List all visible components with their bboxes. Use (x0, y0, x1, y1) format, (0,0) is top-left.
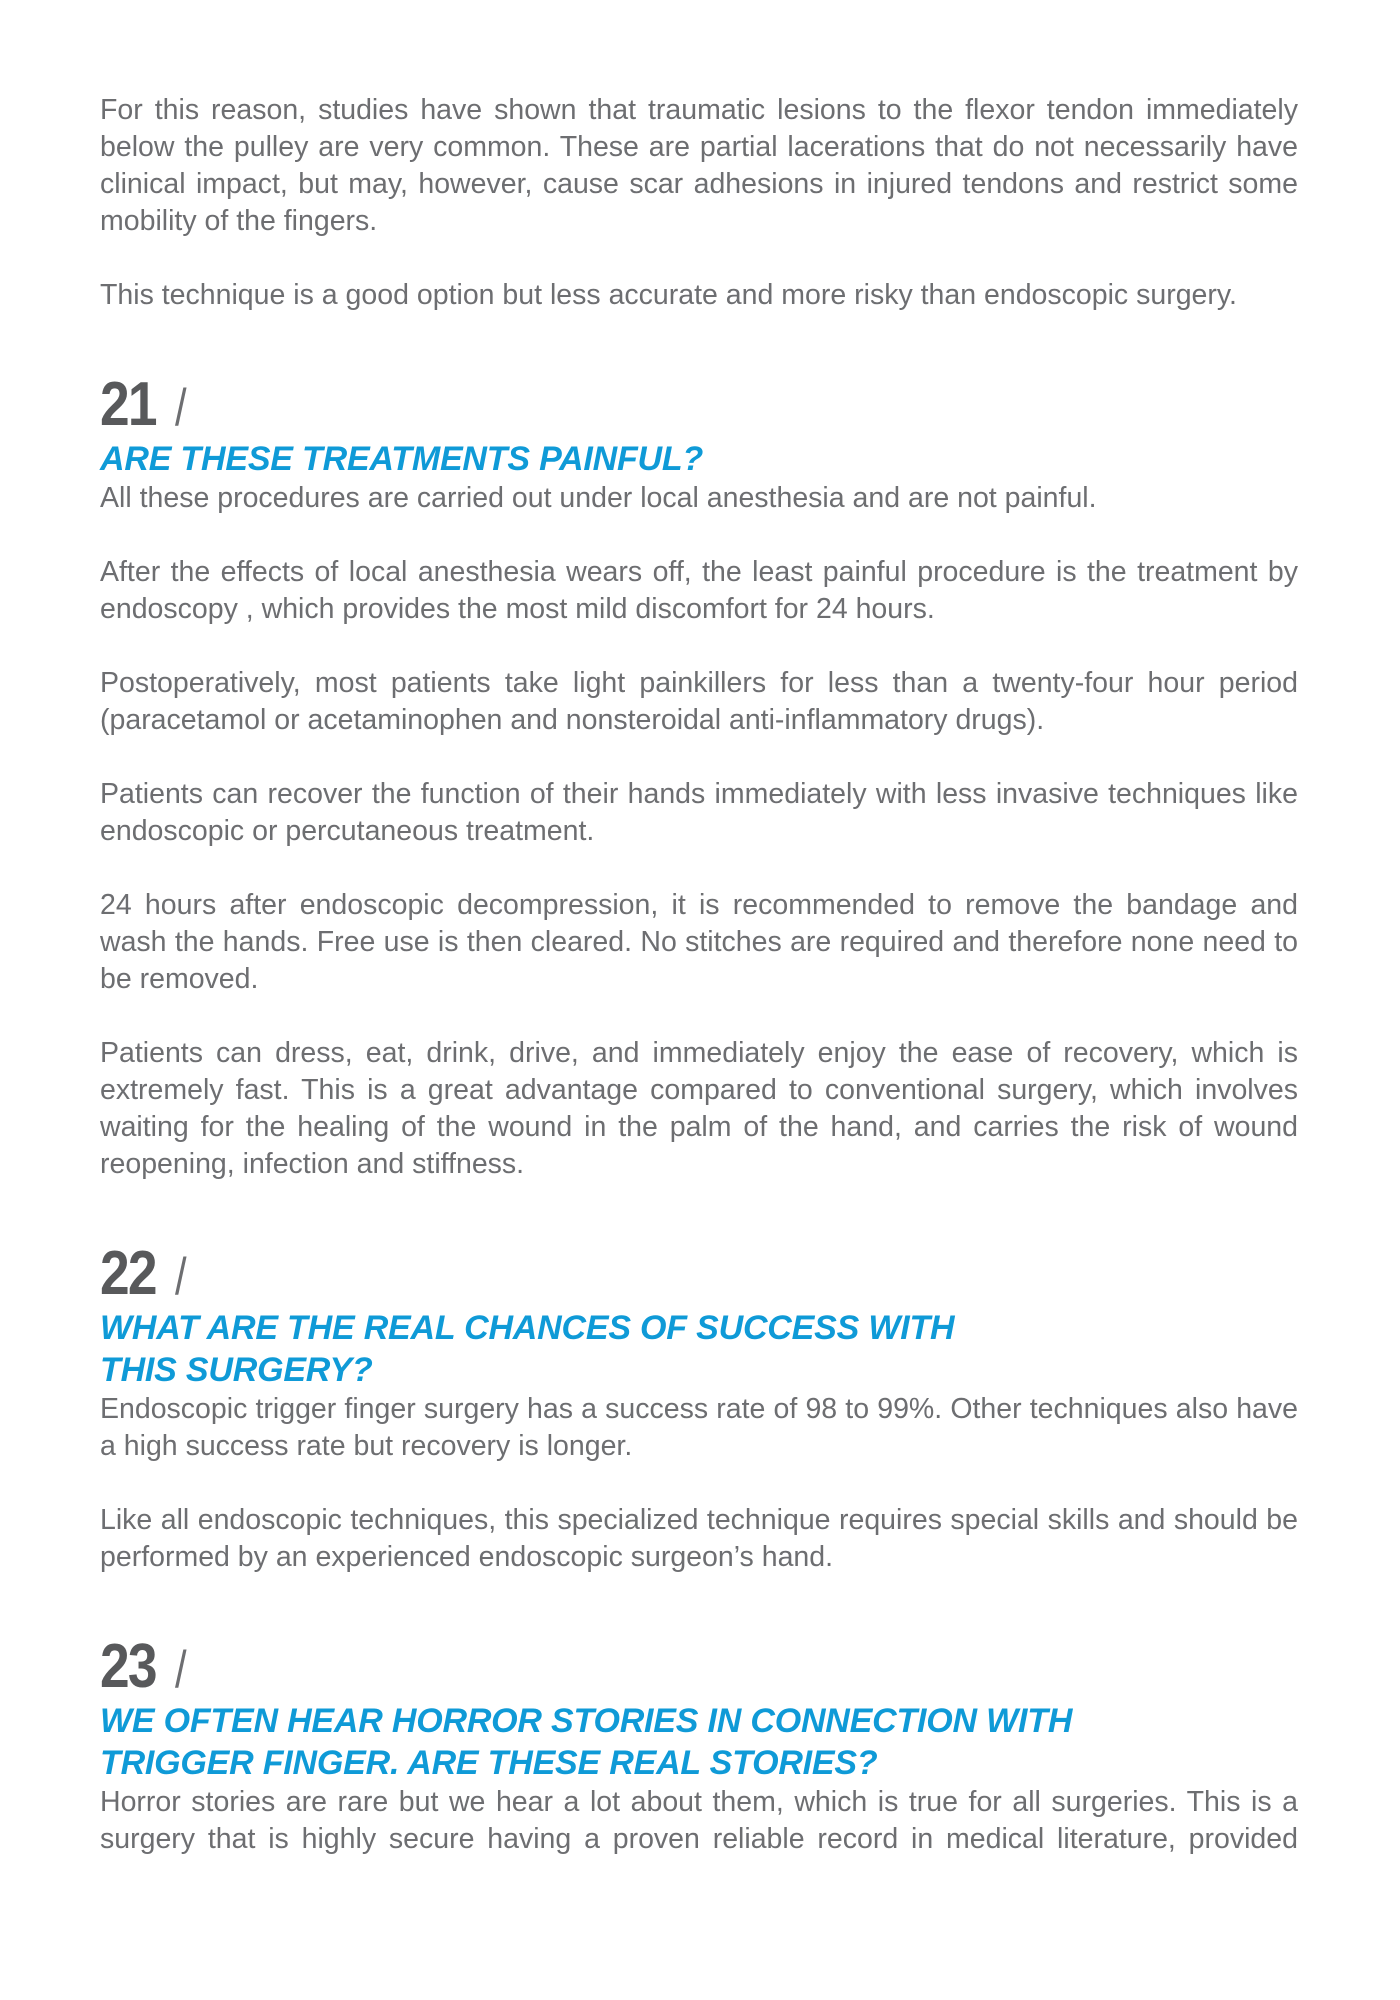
section-heading (100, 1239, 1298, 1391)
intro-paragraph-1: For this reason, studies have shown that traumatic lesions to the flexor tendon immediately below the pulley are very common. These are partial lacerations that do not necessarily have clinical impact, but may, however, cause scar adhesions in injured tendons and restrict some mobility of the fingers. (100, 94, 1298, 237)
section-title (100, 1700, 1298, 1784)
section-number: 21 (100, 370, 156, 439)
section-paragraph: Endoscopic trigger finger surgery has a success rate of 98 to 99%. Other techniques also have a high success rate but recovery is longer. (100, 1393, 1298, 1462)
section-body (100, 1391, 1298, 1576)
section-body (100, 480, 1298, 1183)
section-slash: / (174, 1641, 187, 1699)
section-body (100, 1784, 1298, 1858)
section-title-line-2: THIS SURGERY? (100, 1351, 373, 1389)
section-paragraph: 24 hours after endoscopic decompression, it is recommended to remove the bandage and wash the hands. Free use is then cleared. No stitches are required and therefore none need to be removed. (100, 889, 1298, 995)
document-page (100, 92, 1298, 1858)
section-title-line-2: TRIGGER FINGER. ARE THESE REAL STORIES? (100, 1744, 878, 1782)
section-paragraph: Patients can dress, eat, drink, drive, and immediately enjoy the ease of recovery, which is extremely fast. This is a great advantage compared to conventional surgery, which involves waiting for the healing of the wound in the palm of the hand, and carries the risk of wound reopening, infection and stiffness. (100, 1037, 1298, 1180)
section-title (100, 1307, 1298, 1391)
intro-block (100, 92, 1298, 314)
section-paragraph: Horror stories are rare but we hear a lot about them, which is true for all surgeries. This is a surgery that is highly secure having a proven reliable record in medical literature, provided (100, 1786, 1298, 1855)
section-23 (100, 1632, 1298, 1858)
section-paragraph: Like all endoscopic techniques, this specialized technique requires special skills and should be performed by an experienced endoscopic surgeon’s hand. (100, 1504, 1298, 1573)
section-slash: / (174, 379, 187, 437)
section-paragraph: Postoperatively, most patients take light painkillers for less than a twenty-four hour period (paracetamol or acetaminophen and nonsteroidal anti-inflammatory drugs). (100, 667, 1298, 736)
section-title (100, 438, 1298, 480)
section-22 (100, 1239, 1298, 1576)
section-number-row (100, 370, 1298, 439)
section-heading (100, 1632, 1298, 1784)
section-title-line-1: WE OFTEN HEAR HORROR STORIES IN CONNECTION WITH (100, 1702, 1073, 1740)
section-slash: / (174, 1248, 187, 1306)
section-title-line-1: WHAT ARE THE REAL CHANCES OF SUCCESS WITH (100, 1309, 955, 1347)
section-number-row (100, 1632, 1298, 1701)
section-number-row (100, 1239, 1298, 1308)
section-title-line-1: ARE THESE TREATMENTS PAINFUL? (100, 440, 704, 478)
section-21 (100, 370, 1298, 1183)
section-paragraph: Patients can recover the function of their hands immediately with less invasive techniques like endoscopic or percutaneous treatment. (100, 778, 1298, 847)
section-paragraph: All these procedures are carried out under local anesthesia and are not painful. (100, 482, 1097, 514)
section-paragraph: After the effects of local anesthesia wears off, the least painful procedure is the treatment by endoscopy , which provides the most mild discomfort for 24 hours. (100, 556, 1298, 625)
section-number: 23 (100, 1632, 156, 1701)
section-heading (100, 370, 1298, 480)
section-number: 22 (100, 1239, 156, 1308)
intro-paragraph-2: This technique is a good option but less accurate and more risky than endoscopic surgery. (100, 279, 1237, 311)
